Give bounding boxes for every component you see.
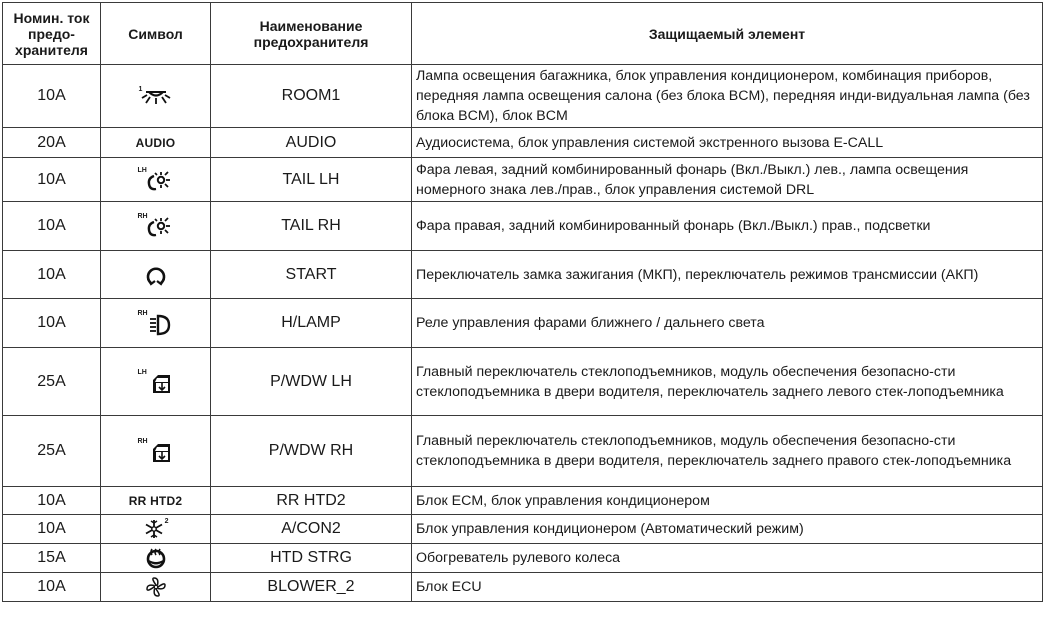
fan-icon xyxy=(145,576,167,598)
fuse-name-cell: ROOM1 xyxy=(211,65,412,128)
symbol-cell xyxy=(101,573,211,602)
description-cell: Фара левая, задний комбинированный фонарь (Вкл./Выкл.) лев., лампа освещения номерного знака лев./прав., блок управления системой DRL xyxy=(412,158,1043,202)
symbol-superscript: LH xyxy=(137,166,147,174)
description-cell: Блок ECU xyxy=(412,573,1043,602)
start-icon xyxy=(143,263,169,287)
room-lamp-icon xyxy=(139,85,173,107)
amperage-cell: 20A xyxy=(3,128,101,158)
symbol-text: AUDIO xyxy=(135,135,176,150)
description-cell: Блок управления кондиционером (Автоматический режим) xyxy=(412,515,1043,544)
fuse-name-cell: TAIL RH xyxy=(211,202,412,251)
amperage-cell: 10A xyxy=(3,158,101,202)
fuse-name-cell: TAIL LH xyxy=(211,158,412,202)
symbol-text: RR HTD2 xyxy=(128,493,183,508)
symbol-cell xyxy=(101,416,211,487)
description-cell: Аудиосистема, блок управления системой экстренного вызова E-CALL xyxy=(412,128,1043,158)
table-row xyxy=(3,299,1043,348)
description-cell: Обогреватель рулевого колеса xyxy=(412,544,1043,573)
header-element: Защищаемый элемент xyxy=(412,3,1043,65)
table-row xyxy=(3,128,1043,158)
description-cell: Главный переключатель стеклоподъемников, модуль обеспечения безопасно-сти стеклоподъемника в двери водителя, переключатель заднего левого стек-лоподъемника xyxy=(412,348,1043,416)
tail-light-icon xyxy=(138,213,174,239)
symbol-superscript: 1 xyxy=(138,86,143,93)
table-row xyxy=(3,416,1043,487)
symbol-cell xyxy=(101,128,211,158)
description-cell: Блок ECM, блок управления кондиционером xyxy=(412,487,1043,515)
table-row xyxy=(3,544,1043,573)
description-cell: Главный переключатель стеклоподъемников, модуль обеспечения безопасно-сти стеклоподъемника в двери водителя, переключатель заднего правого стек-лоподъемника xyxy=(412,416,1043,487)
table-row xyxy=(3,251,1043,299)
description-cell: Реле управления фарами ближнего / дальнего света xyxy=(412,299,1043,348)
symbol-superscript: RH xyxy=(137,438,148,445)
fuse-name-cell: H/LAMP xyxy=(211,299,412,348)
table-row xyxy=(3,515,1043,544)
header-symbol: Символ xyxy=(101,3,211,65)
amperage-cell: 10A xyxy=(3,251,101,299)
amperage-cell: 10A xyxy=(3,299,101,348)
symbol-superscript: RH xyxy=(137,213,148,220)
amperage-cell: 10A xyxy=(3,487,101,515)
table-row xyxy=(3,487,1043,515)
table-row xyxy=(3,202,1043,251)
fuse-name-cell: A/CON2 xyxy=(211,515,412,544)
table-header-row xyxy=(3,3,1043,65)
amperage-cell: 10A xyxy=(3,65,101,128)
power-window-icon xyxy=(138,369,174,395)
description-cell: Переключатель замка зажигания (МКП), переключатель режимов трансмиссии (АКП) xyxy=(412,251,1043,299)
amperage-cell: 25A xyxy=(3,348,101,416)
symbol-cell xyxy=(101,158,211,202)
symbol-cell xyxy=(101,299,211,348)
fuse-name-cell: HTD STRG xyxy=(211,544,412,573)
symbol-superscript: 2 xyxy=(164,518,169,525)
symbol-superscript: LH xyxy=(137,368,147,376)
table-row xyxy=(3,348,1043,416)
amperage-cell: 10A xyxy=(3,573,101,602)
fuse-name-cell: P/WDW LH xyxy=(211,348,412,416)
symbol-superscript: RH xyxy=(137,310,148,317)
amperage-cell: 10A xyxy=(3,202,101,251)
header-amperage: Номин. ток предо-хранителя xyxy=(3,3,101,65)
description-cell: Фара правая, задний комбинированный фонарь (Вкл./Выкл.) прав., подсветки xyxy=(412,202,1043,251)
fuse-name-cell: RR HTD2 xyxy=(211,487,412,515)
amperage-cell: 25A xyxy=(3,416,101,487)
table-row xyxy=(3,573,1043,602)
table-row xyxy=(3,158,1043,202)
symbol-cell xyxy=(101,348,211,416)
snowflake-icon xyxy=(141,518,171,540)
power-window-icon xyxy=(138,438,174,464)
symbol-cell xyxy=(101,515,211,544)
fuse-table xyxy=(2,2,1043,602)
symbol-cell xyxy=(101,251,211,299)
description-cell: Лампа освещения багажника, блок управления кондиционером, комбинация приборов, передняя лампа освещения салона (без блока BCM), передняя инди-видуальная лампа (без блока BCM), блок BCM xyxy=(412,65,1043,128)
header-name: Наименование предохранителя xyxy=(211,3,412,65)
symbol-cell xyxy=(101,65,211,128)
fuse-name-cell: AUDIO xyxy=(211,128,412,158)
table-row xyxy=(3,65,1043,128)
headlamp-icon xyxy=(138,310,174,336)
fuse-name-cell: BLOWER_2 xyxy=(211,573,412,602)
symbol-cell xyxy=(101,544,211,573)
amperage-cell: 10A xyxy=(3,515,101,544)
fuse-name-cell: START xyxy=(211,251,412,299)
fuse-name-cell: P/WDW RH xyxy=(211,416,412,487)
amperage-cell: 15A xyxy=(3,544,101,573)
symbol-cell xyxy=(101,487,211,515)
symbol-cell xyxy=(101,202,211,251)
tail-light-icon xyxy=(138,167,174,193)
heated-steering-icon xyxy=(145,547,167,569)
